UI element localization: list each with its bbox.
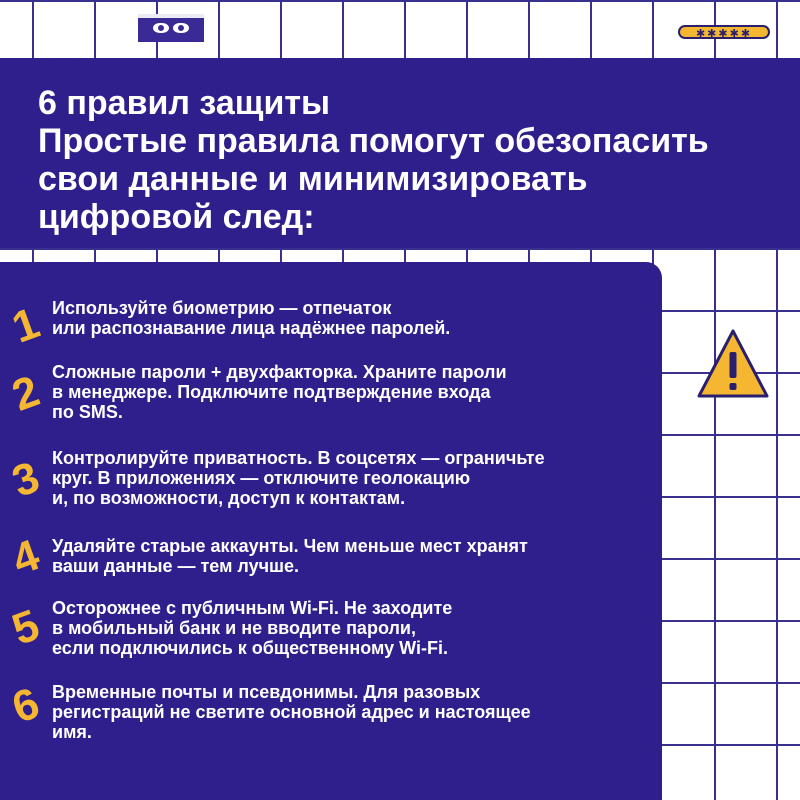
rule-text-line: регистраций не светите основной адрес и настоящее <box>52 702 531 722</box>
rule-text-line: или распознавание лица надёжнее паролей. <box>52 318 451 338</box>
rule-text-line: Осторожнее с публичным Wi-Fi. Не заходите <box>52 598 453 618</box>
header-band <box>0 58 800 248</box>
rule-number: 4 <box>5 530 46 585</box>
page-title <box>38 84 778 236</box>
rule-text-line: Удаляйте старые аккаунты. Чем меньше мест хранят <box>52 536 528 556</box>
logo-top-stripe <box>138 14 204 18</box>
rule-text-line: имя. <box>52 722 92 742</box>
rule-text-line: в менеджере. Подключите подтверждение входа <box>52 382 491 402</box>
rule-number: 1 <box>5 298 46 353</box>
rule-text-line: в мобильный банк и не вводите пароли, <box>52 618 416 638</box>
rule-text-line: круг. В приложениях — отключите геолокацию <box>52 468 471 488</box>
rule-text-line: по SMS. <box>52 402 123 422</box>
right-eye-icon <box>173 23 189 33</box>
rule-text-line: Временные почты и псевдонимы. Для разовых <box>52 682 481 702</box>
rule-text <box>52 682 660 742</box>
subtitle-line: Простые правила помогут обезопасить <box>38 122 709 160</box>
rules-card <box>0 262 662 800</box>
rule-text <box>52 598 660 658</box>
left-eye-icon <box>153 23 169 33</box>
stars-badge: ✱✱✱✱✱ <box>678 25 770 39</box>
rule-text-line: ваши данные — тем лучше. <box>52 556 300 576</box>
title-line: 6 правил защиты <box>38 84 331 122</box>
rule-text <box>52 536 660 576</box>
rule-text-line: и, по возможности, доступ к контактам. <box>52 488 406 508</box>
eyes-logo-icon <box>138 14 204 42</box>
warning-triangle-icon <box>696 328 770 400</box>
rule-text <box>52 362 660 422</box>
rule-text-line: если подключились к общественному Wi-Fi. <box>52 638 448 658</box>
rule-text <box>52 298 660 338</box>
rule-number: 2 <box>5 366 46 421</box>
rule-number: 3 <box>5 452 46 507</box>
rule-text-line: Сложные пароли + двухфакторка. Храните пароли <box>52 362 507 382</box>
subtitle-line: цифровой след: <box>38 198 315 236</box>
rule-number: 5 <box>5 600 46 655</box>
rule-text <box>52 448 660 508</box>
rule-text-line: Используйте биометрию — отпечаток <box>52 298 392 318</box>
subtitle-line: свои данные и минимизировать <box>38 160 588 198</box>
rule-text-line: Контролируйте приватность. В соцсетях — ограничьте <box>52 448 545 468</box>
rule-number: 6 <box>5 678 46 733</box>
